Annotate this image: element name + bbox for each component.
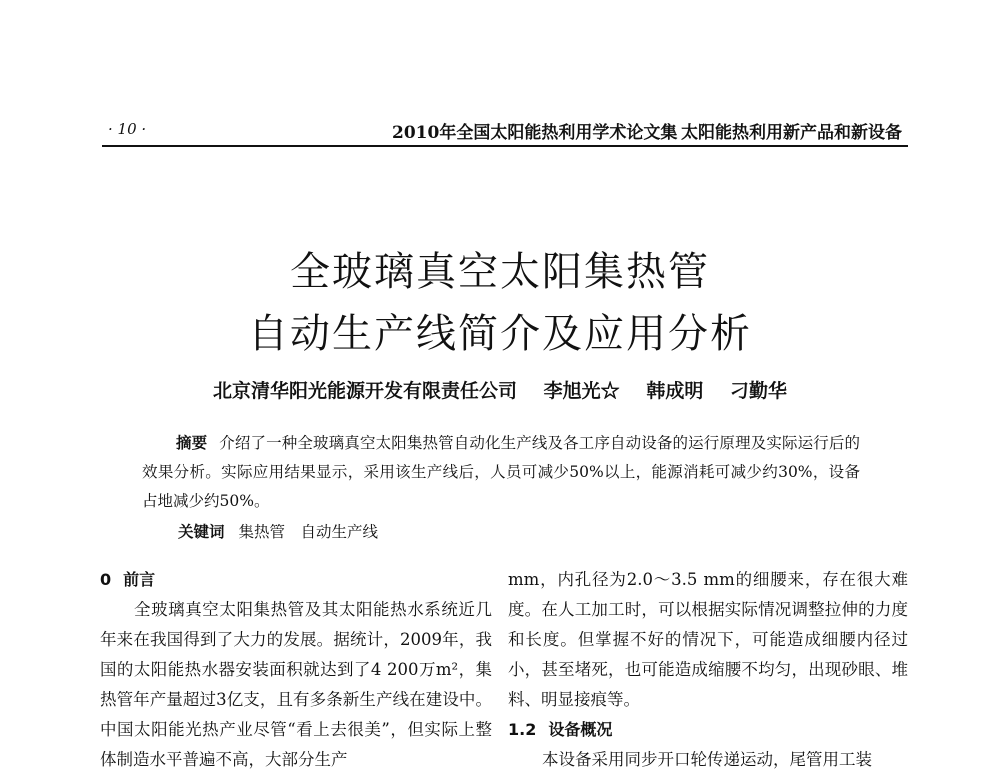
body-column-right xyxy=(508,565,908,775)
page-number: · 10 · xyxy=(108,120,147,138)
body-paragraph: 本设备采用同步开口轮传递运动，尾管用工装 xyxy=(542,750,872,769)
body-paragraph: mm，内孔径为2.0～3.5 mm的细腰来，存在很大难度。在人工加工时，可以根据实际情况调整拉伸的力度和长度。但掌握不好的情况下，可能造成细腰内径过小，甚至堵死，也可能造成缩腰不均匀，出现砂眼、堆料、明显接痕等。 xyxy=(508,570,908,709)
abstract xyxy=(142,428,860,516)
author-name: 刁勤华 xyxy=(729,380,787,402)
abstract-text: 介绍了一种全玻璃真空太阳集热管自动化生产线及各工序自动设备的运行原理及实际运行后的效果分析。实际应用结果显示，采用该生产线后，人员可减少50%以上，能源消耗可减少约30%，设备占地减少约50%。 xyxy=(142,434,860,510)
author-name: 李旭光☆ xyxy=(543,380,620,402)
keywords xyxy=(178,520,378,542)
author-line xyxy=(0,376,1000,403)
section-category: 太阳能热利用新产品和新设备 xyxy=(681,123,902,143)
proceedings-title: 2010年全国太阳能热利用学术论文集 xyxy=(392,123,678,143)
header-rule xyxy=(102,145,908,147)
body-column-left xyxy=(100,565,492,775)
section-heading: 0 前言 xyxy=(100,570,156,589)
body-paragraph: 全玻璃真空太阳集热管及其太阳能热水系统近几年来在我国得到了大力的发展。据统计，2009年，我国的太阳能热水器安装面积就达到了4 200万m²，集热管年产量超过3亿支，且有多条新生产线在建设中。中国太阳能光热产业尽管“看上去很美”，但实际上整体制造水平普遍不高，大部分生产 xyxy=(100,600,492,769)
paper-title-line-1: 全玻璃真空太阳集热管 xyxy=(290,249,710,295)
running-header xyxy=(102,114,908,144)
author-name: 韩成明 xyxy=(646,380,704,402)
keywords-label: 关键词 xyxy=(178,522,225,541)
affiliation: 北京清华阳光能源开发有限责任公司 xyxy=(213,380,518,402)
abstract-label: 摘要 xyxy=(176,433,208,452)
section-heading: 1.2 设备概况 xyxy=(508,720,613,739)
keywords-items: 集热管 自动生产线 xyxy=(238,523,379,541)
paper-title-line-2: 自动生产线简介及应用分析 xyxy=(248,311,752,357)
